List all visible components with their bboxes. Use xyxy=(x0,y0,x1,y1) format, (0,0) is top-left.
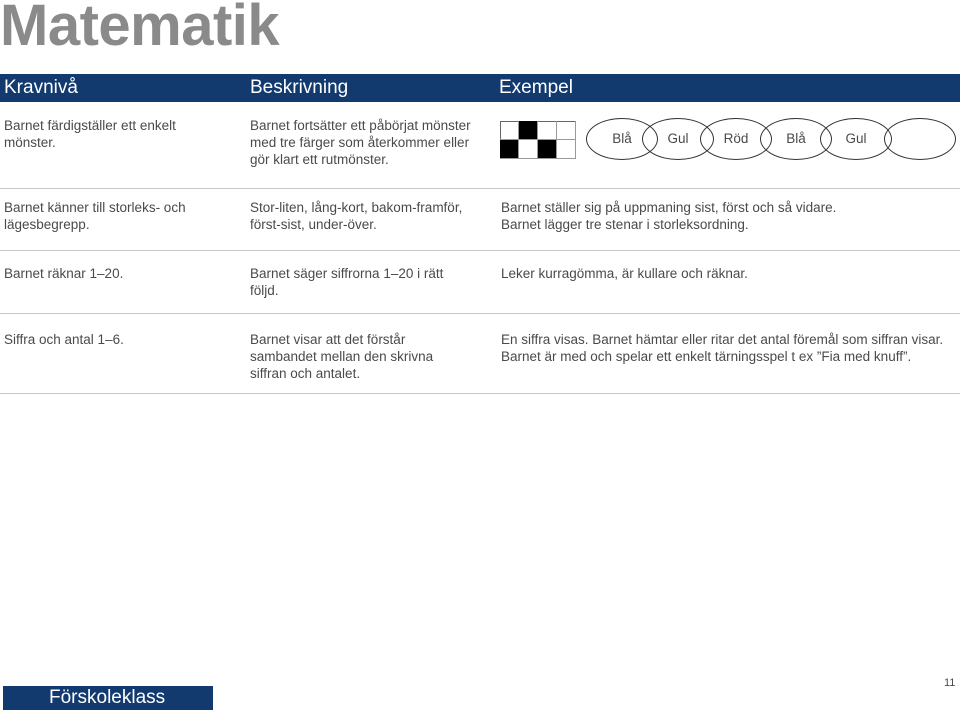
row-divider xyxy=(0,188,960,189)
pattern-square xyxy=(500,121,519,140)
row-divider xyxy=(0,250,960,251)
color-oval: Gul xyxy=(642,118,714,160)
header-beskrivning: Beskrivning xyxy=(250,77,349,98)
color-oval-empty xyxy=(884,118,956,160)
beskrivning-cell: Barnet säger siffrorna 1–20 i rätt följd. xyxy=(250,266,444,298)
pattern-square xyxy=(519,121,538,140)
row-divider xyxy=(0,313,960,314)
exempel-cell: Barnet ställer sig på uppmaning sist, först och så vidare. Barnet lägger tre stenar i storleksordning. xyxy=(501,200,837,232)
page-number: 11 xyxy=(944,677,956,689)
color-oval: Röd xyxy=(700,118,772,160)
color-oval: Blå xyxy=(586,118,658,160)
pattern-square xyxy=(557,140,576,159)
pattern-square xyxy=(519,140,538,159)
beskrivning-cell: Barnet fortsätter ett påbörjat mönster med tre färger som återkommer eller gör klart ett rutmönster. xyxy=(250,118,471,167)
exempel-cell: En siffra visas. Barnet hämtar eller ritar det antal föremål som siffran visar. Barnet är med och spelar ett enkelt tärningsspel t ex ”Fia med knuff”. xyxy=(501,332,944,364)
checker-pattern xyxy=(500,121,576,159)
pattern-square xyxy=(557,121,576,140)
header-exempel: Exempel xyxy=(499,77,573,98)
kravniva-cell: Siffra och antal 1–6. xyxy=(4,332,124,347)
beskrivning-cell: Barnet visar att det förstår sambandet mellan den skrivna siffran och antalet. xyxy=(250,332,434,381)
beskrivning-cell: Stor-liten, lång-kort, bakom-framför, först-sist, under-över. xyxy=(250,200,463,232)
color-oval: Blå xyxy=(760,118,832,160)
color-oval: Gul xyxy=(820,118,892,160)
footer-section-label: Förskoleklass xyxy=(3,686,213,710)
kravniva-cell: Barnet känner till storleks- och lägesbegrepp. xyxy=(4,200,186,232)
page-title: Matematik xyxy=(0,0,280,58)
table-header xyxy=(0,74,960,102)
row-divider xyxy=(0,393,960,394)
kravniva-cell: Barnet färdigställer ett enkelt mönster. xyxy=(4,118,176,150)
header-kravniva: Kravnivå xyxy=(4,77,78,98)
pattern-square xyxy=(500,140,519,159)
exempel-cell: Leker kurragömma, är kullare och räknar. xyxy=(501,266,748,281)
kravniva-cell: Barnet räknar 1–20. xyxy=(4,266,124,281)
pattern-square xyxy=(538,121,557,140)
pattern-square xyxy=(538,140,557,159)
